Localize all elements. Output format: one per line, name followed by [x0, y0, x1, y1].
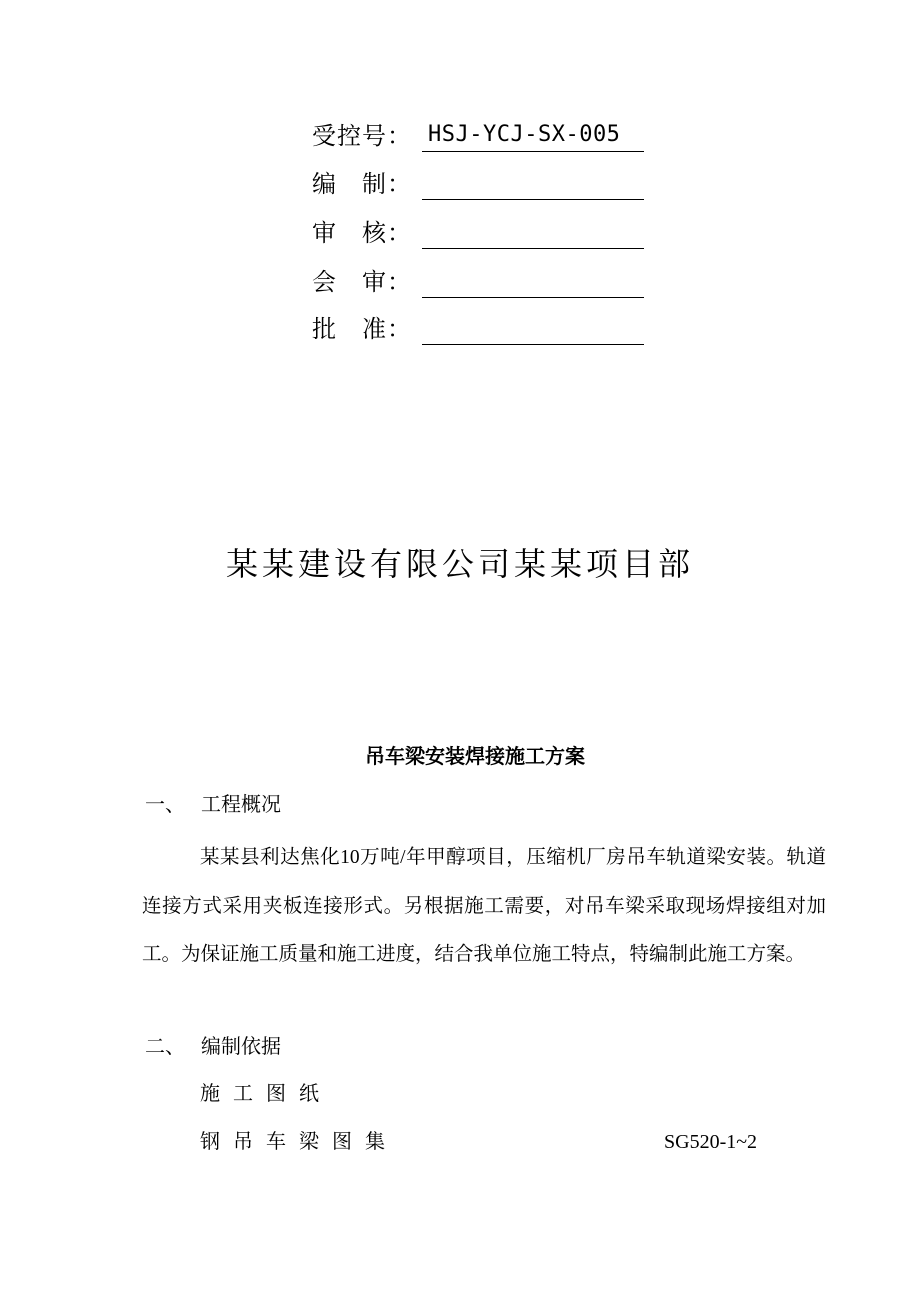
document-title: 吊车梁安装焊接施工方案 [365, 744, 585, 768]
compiled-by-label: 编 制： [312, 170, 412, 198]
approved-by-row [312, 311, 652, 347]
basis-item: 钢吊车梁图集 [200, 1131, 398, 1153]
section-heading-basis [145, 1030, 281, 1062]
basis-item-code: SG520-1~2 [664, 1131, 758, 1153]
control-number-label: 受控号： [312, 122, 412, 150]
joint-review-row [312, 264, 652, 300]
compiled-by-row [312, 166, 652, 202]
joint-review-label: 会 审： [312, 268, 412, 296]
company-name: 某某建设有限公司某某项目部 [225, 545, 694, 583]
section-heading-overview [145, 788, 281, 820]
basis-item: 施工图纸 [200, 1083, 332, 1105]
section-number: 一、 [145, 792, 185, 816]
reviewed-by-row [312, 215, 652, 251]
approved-by-label: 批 准： [312, 315, 412, 343]
approved-by-field [422, 311, 644, 345]
overview-paragraph: 某某县利达焦化10万吨/年甲醇项目，压缩机厂房吊车轨道梁安装。轨道连接方式采用夹板连接形式。另根据施工需要，对吊车梁采取现场焊接组对加工。为保证施工质量和施工进度，结合我单位施工特点，特编制此施工方案。 [142, 847, 826, 965]
section-number: 二、 [145, 1034, 185, 1058]
control-number-row [312, 118, 652, 154]
joint-review-field [422, 264, 644, 298]
control-number-value: HSJ-YCJ-SX-005 [422, 118, 644, 152]
reviewed-by-field [422, 215, 644, 249]
reviewed-by-label: 审 核： [312, 219, 412, 247]
section-title: 编制依据 [201, 1034, 281, 1058]
section-title: 工程概况 [201, 792, 281, 816]
compiled-by-field [422, 166, 644, 200]
